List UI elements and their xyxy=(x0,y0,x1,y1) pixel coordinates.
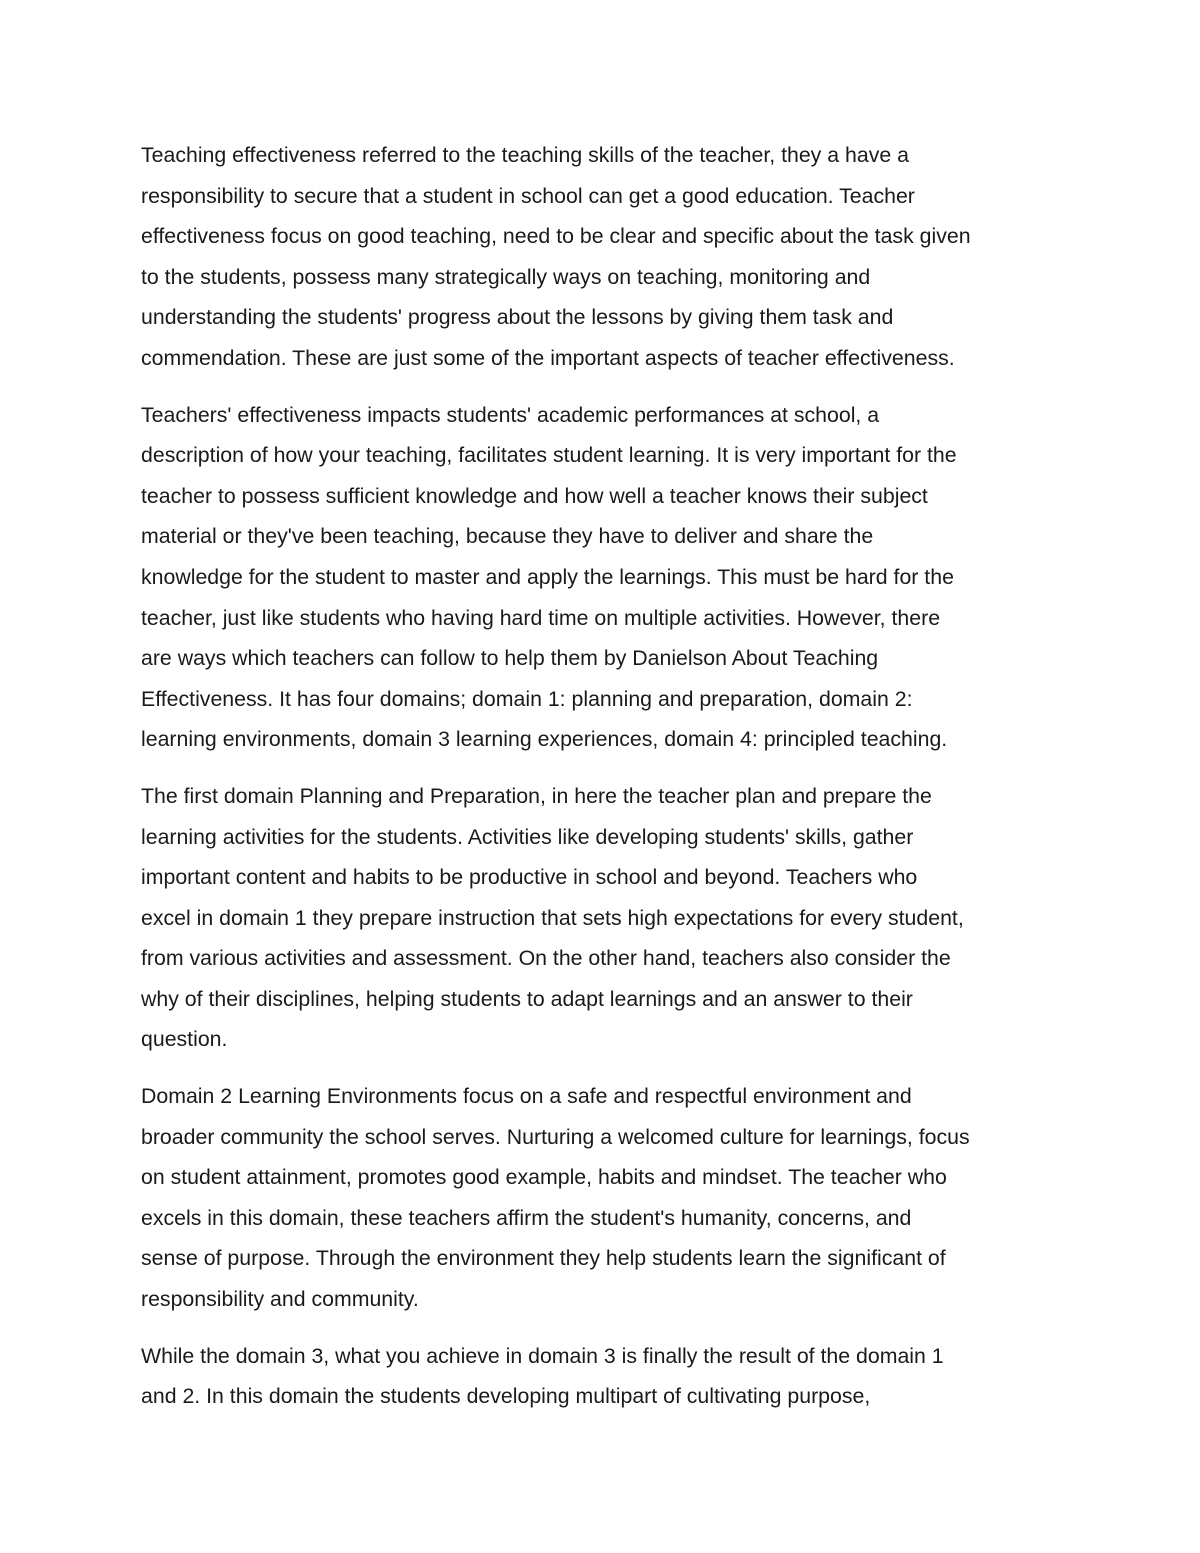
text-line: broader community the school serves. Nurturing a welcomed culture for learnings, focus xyxy=(141,1124,970,1149)
text-line: important content and habits to be productive in school and beyond. Teachers who xyxy=(141,865,918,890)
paragraph-4 xyxy=(141,1076,1081,1320)
text-line: effectiveness focus on good teaching, need to be clear and specific about the task given xyxy=(141,224,971,249)
text-line: why of their disciplines, helping students to adapt learnings and an answer to their xyxy=(141,986,913,1011)
text-line: on student attainment, promotes good example, habits and mindset. The teacher who xyxy=(141,1165,947,1190)
text-line: knowledge for the student to master and apply the learnings. This must be hard for the xyxy=(141,564,954,589)
paragraph-5 xyxy=(141,1336,1081,1417)
paragraph-2 xyxy=(141,395,1081,760)
text-line: excel in domain 1 they prepare instruction that sets high expectations for every student, xyxy=(141,905,964,930)
text-line: question. xyxy=(141,1027,228,1052)
text-line: understanding the students' progress about the lessons by giving them task and xyxy=(141,305,894,330)
text-line: and 2. In this domain the students developing multipart of cultivating purpose, xyxy=(141,1384,871,1409)
text-line: While the domain 3, what you achieve in domain 3 is finally the result of the domain 1 xyxy=(141,1343,944,1368)
text-line: are ways which teachers can follow to help them by Danielson About Teaching xyxy=(141,646,879,671)
text-line: Domain 2 Learning Environments focus on a safe and respectful environment and xyxy=(141,1084,912,1109)
text-line: excels in this domain, these teachers affirm the student's humanity, concerns, and xyxy=(141,1205,912,1230)
text-line: from various activities and assessment. On the other hand, teachers also consider the xyxy=(141,946,951,971)
text-line: to the students, possess many strategically ways on teaching, monitoring and xyxy=(141,264,871,289)
text-line: responsibility and community. xyxy=(141,1287,419,1312)
text-line: Teachers' effectiveness impacts students' academic performances at school, a xyxy=(141,402,880,427)
text-line: responsibility to secure that a student in school can get a good education. Teacher xyxy=(141,183,915,208)
text-line: teacher to possess sufficient knowledge and how well a teacher knows their subject xyxy=(141,483,928,508)
text-line: learning environments, domain 3 learning experiences, domain 4: principled teaching. xyxy=(141,727,948,752)
text-line: The first domain Planning and Preparation, in here the teacher plan and prepare the xyxy=(141,783,932,808)
text-line: sense of purpose. Through the environment they help students learn the significant of xyxy=(141,1246,946,1271)
text-line: learning activities for the students. Activities like developing students' skills, gather xyxy=(141,824,914,849)
paragraph-3 xyxy=(141,776,1081,1060)
text-line: material or they've been teaching, because they have to deliver and share the xyxy=(141,524,874,549)
text-line: Effectiveness. It has four domains; domain 1: planning and preparation, domain 2: xyxy=(141,686,913,711)
paragraph-1 xyxy=(141,135,1081,379)
text-line: teacher, just like students who having hard time on multiple activities. However, there xyxy=(141,605,941,630)
text-line: description of how your teaching, facilitates student learning. It is very important for the xyxy=(141,443,957,468)
document-body xyxy=(141,135,1081,1433)
text-line: commendation. These are just some of the important aspects of teacher effectiveness. xyxy=(141,345,955,370)
text-line: Teaching effectiveness referred to the teaching skills of the teacher, they a have a xyxy=(141,143,909,167)
